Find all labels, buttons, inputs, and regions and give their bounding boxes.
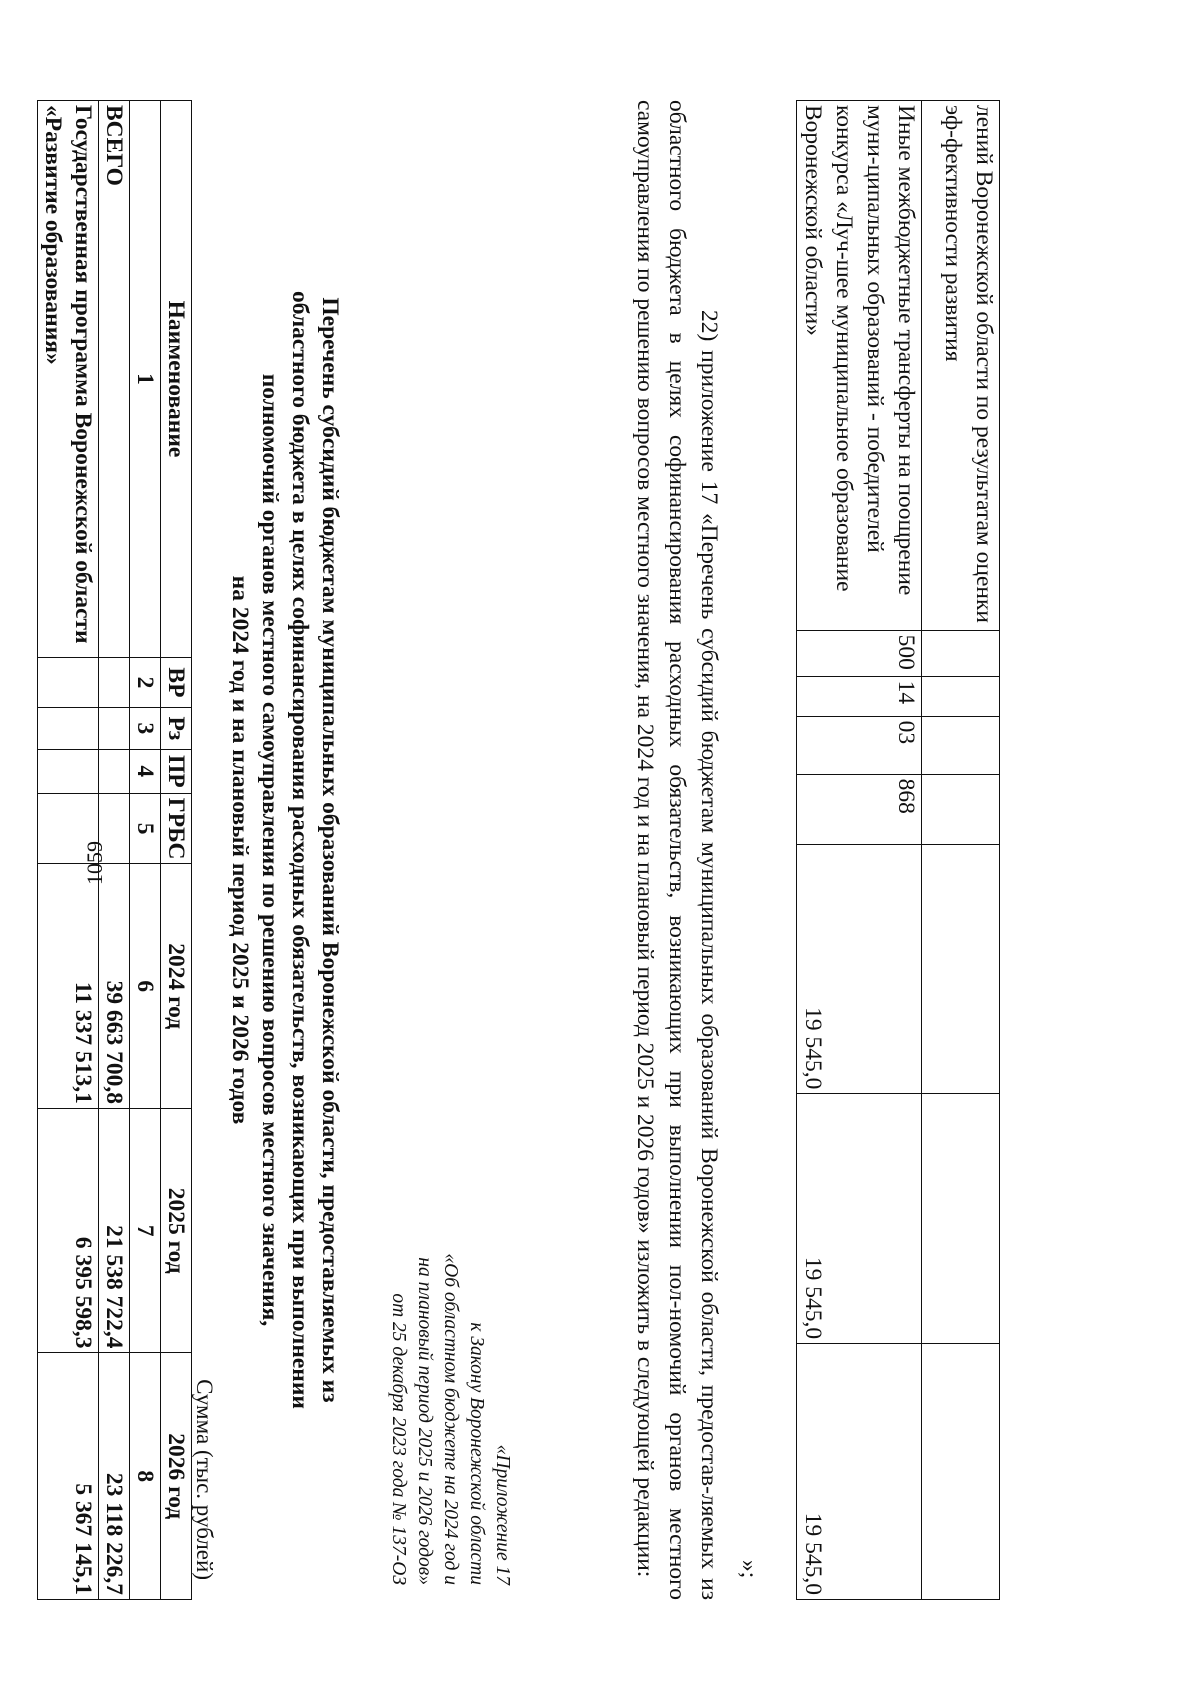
amount-2025-cell: 6 395 598,3: [38, 1108, 99, 1353]
column-header: ПР: [161, 749, 192, 793]
column-number: 7: [130, 1108, 161, 1353]
annex-line: от 25 декабря 2023 года № 137-ОЗ: [388, 1293, 409, 1585]
row-name-cell: ВСЕГО: [99, 101, 130, 658]
table-row: [38, 101, 99, 1600]
rz-cell: 14: [797, 676, 922, 716]
grbs-cell: 868: [797, 774, 922, 844]
document-title: [225, 100, 345, 1600]
title-line: Перечень субсидий бюджетам муниципальных образований Воронежской области, предоставляемых из: [317, 297, 343, 1403]
column-header: Наименование: [161, 101, 192, 658]
table-row: [99, 101, 130, 1600]
table-row: [922, 101, 1000, 1600]
column-number-row: [130, 101, 161, 1600]
amount-2026-cell: 23 118 226,7: [99, 1353, 130, 1600]
annex-line: «Об областном бюджете на 2024 год и: [440, 1253, 461, 1585]
title-line: областного бюджета в целях софинансирования расходных обязательств, возникающих при выполнении: [287, 291, 313, 1409]
column-header: ВР: [161, 657, 192, 707]
amendment-paragraph: [629, 100, 762, 1600]
table-row: [797, 101, 922, 1600]
title-line: на 2024 год и на плановый период 2025 и 2026 годов: [227, 575, 253, 1125]
amount-2025-cell: 21 538 722,4: [99, 1108, 130, 1353]
annex-line: на плановый период 2025 и 2026 годов»: [414, 1257, 435, 1585]
amount-2024-cell: 11 337 513,1: [38, 864, 99, 1109]
top-table-continuation: [796, 100, 1000, 1600]
amount-2025-cell: 19 545,0: [797, 1094, 922, 1344]
column-number: 4: [130, 749, 161, 793]
column-header: 2025 год: [161, 1108, 192, 1353]
amendment-text: 22) приложение 17 «Перечень субсидий бюджетам муниципальных образований Воронежской области, предостав-ляемых из областного бюджета в целях софинансирования расходных обязательств, возникающих при выполнении пол-номочий органов местного самоуправления по решению вопросов местного значения, на 2024 год и на плановый период 2025 и 2026 годов» изложить в следующей редакции:: [632, 100, 722, 1600]
column-header: ГРБС: [161, 793, 192, 864]
annex-line: к Закону Воронежской области: [466, 1322, 487, 1585]
annex-line: «Приложение 17: [492, 1444, 513, 1585]
pr-cell: 03: [797, 716, 922, 774]
column-header: 2024 год: [161, 864, 192, 1109]
row-name-cell: Иные межбюджетные трансферты на поощрение муни-ципальных образований - победителей конкурса «Луч-шее муниципальное образование Воронежской области»: [797, 101, 922, 631]
column-number: 8: [130, 1353, 161, 1600]
column-number: 2: [130, 657, 161, 707]
page-number: 1059: [82, 841, 107, 885]
amount-2024-cell: 19 545,0: [797, 844, 922, 1094]
title-line: полномочий органов местного самоуправления по решению вопросов местного значения,: [257, 373, 283, 1327]
column-number: 6: [130, 864, 161, 1109]
amount-2026-cell: 5 367 145,1: [38, 1353, 99, 1600]
column-number: 5: [130, 793, 161, 864]
subsidies-table: [37, 100, 192, 1600]
row-name-cell: Государственная программа Воронежской области «Развитие образования»: [38, 101, 99, 658]
units-label: Сумма (тыс. рублей): [192, 1379, 217, 1580]
vr-cell: 500: [797, 630, 922, 676]
amount-2024-cell: 39 663 700,8: [99, 864, 130, 1109]
closing-quote-mark: »;: [736, 1560, 762, 1579]
column-number: 3: [130, 707, 161, 749]
rotated-page-content: [20, 100, 1000, 1600]
column-header: 2026 год: [161, 1353, 192, 1600]
column-number: 1: [130, 101, 161, 658]
amount-2026-cell: 19 545,0: [797, 1344, 922, 1600]
annex-header: [385, 1045, 515, 1585]
row-name-cell: лений Воронежской области по результатам оценки эф-фективности развития: [922, 101, 1000, 631]
column-header: Рз: [161, 707, 192, 749]
table-header-row: [161, 101, 192, 1600]
